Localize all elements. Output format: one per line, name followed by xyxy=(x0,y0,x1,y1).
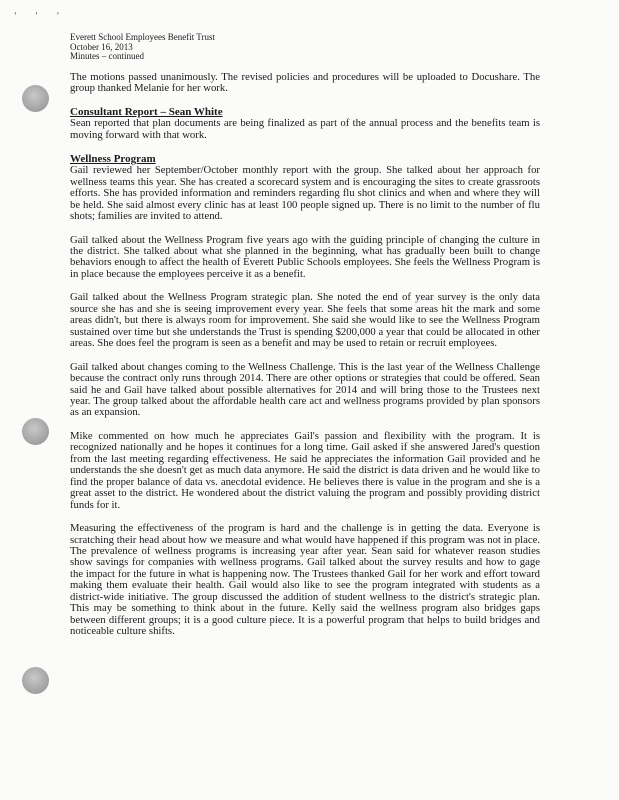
wellness-paragraph: Gail talked about changes coming to the Wellness Challenge. This is the last year of the Wellness Challenge because the contract only runs through 2014. There are other options or strategies that could be offered. Sean said he and Gail have talked about possible alternatives for 2014 and will bring those to the Trustees next year. The group talked about the affordable health care act and wellness programs provided by plan sponsors as an expansion. xyxy=(70,360,540,419)
wellness-paragraph: Gail talked about the Wellness Program strategic plan. She noted the end of year survey is the only data source she has and she is seeing improvement every year. She feels that some areas hit the mark and some areas didn't, but there is always room for improvement. She said she would like to see the Wellness Program sustained over time but she understands the Trust is spending $200,000 a year that could be allocated in other areas. She does feel the program is seen as a benefit and may be used to retain or recruit employees. xyxy=(70,291,540,350)
corner-marks: ' ' ' xyxy=(14,12,68,22)
header-continued: Minutes – continued xyxy=(70,51,144,61)
wellness-program-heading: Wellness Program xyxy=(70,153,156,166)
page-header xyxy=(70,33,540,62)
wellness-paragraph: Gail talked about the Wellness Program five years ago with the guiding principle of changing the culture in the district. She talked about what she planned in the beginning, what has gradually been built to change behaviors enough to affect the health of Everett Public Schools employees. She feels the Wellness Program is in place because the employees perceive it as a benefit. xyxy=(70,233,540,280)
intro-paragraph: The motions passed unanimously. The revised policies and procedures will be uploaded to Docushare. The group thanked Melanie for her work. xyxy=(70,70,540,94)
document-body xyxy=(70,33,540,638)
header-organization: Everett School Employees Benefit Trust xyxy=(70,32,215,42)
punch-hole-top xyxy=(22,85,49,112)
punch-hole-middle xyxy=(22,418,49,445)
wellness-paragraph: Gail reviewed her September/October monthly report with the group. She talked about her approach for wellness teams this year. She has created a scorecard system and is encouraging the sites to create grassroots efforts. She has provided information and reminders regarding flu shot clinics and when and where they will be held. She said almost every clinic has at least 100 people signed up. There is no limit to the number of flu shots; families are invited to attend. xyxy=(70,164,540,223)
consultant-report-heading: Consultant Report – Sean White xyxy=(70,106,223,119)
wellness-paragraph: Measuring the effectiveness of the program is hard and the challenge is in getting the data. Everyone is scratching their head about how we measure and what would have happened if this program was not in place. The prevalence of wellness programs is increasing year after year. Sean said for whatever reason studies show savings for companies with wellness programs. Gail talked about the survey results and how to gage the impact for the future in what is happening now. The Trustees thanked Gail for her work and effort toward making them evaluate their health. Gail would also like to see the program integrated with students as a district-wide initiative. The group discussed the addition of student wellness to the district's strategic plan. This may be something to think about in the future. Kelly said the wellness program also bridges gaps between different groups; it is a good culture piece. It is a powerful program that helps to build bridges and noticeable culture shifts. xyxy=(70,522,540,638)
punch-hole-bottom xyxy=(22,667,49,694)
consultant-report-text: Sean reported that plan documents are being finalized as part of the annual process and the benefits team is moving forward with that work. xyxy=(70,117,540,141)
header-date: October 16, 2013 xyxy=(70,41,133,52)
wellness-paragraph: Mike commented on how much he appreciates Gail's passion and flexibility with the program. It is recognized nationally and he hopes it continues for a long time. Gail asked if she answered Jared's question from the last meeting regarding effectiveness. He said he appreciates the information Gail provided and he understands the she doesn't get as much data anymore. He said the district is data driven and he would like to find the proper balance of data vs. anecdotal evidence. He believes there is value in the program and she is a great asset to the district. He wondered about the district valuing the program and possibly providing district funds for it. xyxy=(70,429,540,511)
